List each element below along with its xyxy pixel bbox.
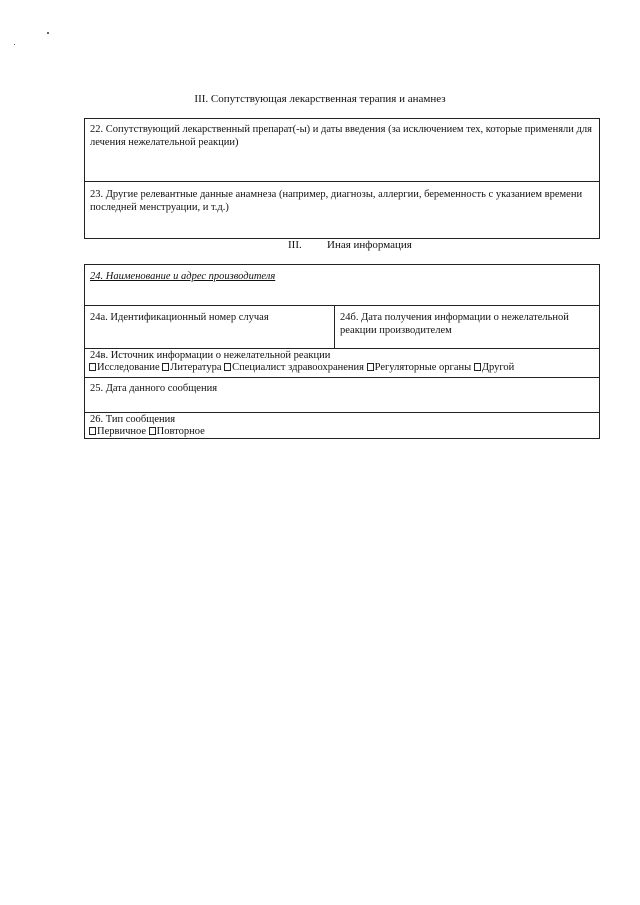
- field-26-report-type: [84, 412, 600, 439]
- field-24b-label: 24б. Дата получения информации о нежелательной реакции производителем: [340, 312, 569, 336]
- field-26-options: [89, 426, 593, 439]
- checkbox-icon[interactable]: [224, 363, 231, 371]
- field-25-label: 25. Дата данного сообщения: [90, 383, 218, 394]
- source-option-healthcare-professional[interactable]: Специалист здравоохранения: [224, 362, 364, 373]
- source-option-other[interactable]: Другой: [474, 362, 514, 373]
- field-24v-label: 24в. Источник информации о нежелательной реакции: [90, 350, 331, 361]
- source-option-research[interactable]: Исследование: [89, 362, 160, 373]
- source-option-regulatory[interactable]: Регуляторные органы: [367, 362, 472, 373]
- field-24a-label: 24а. Идентификационный номер случая: [90, 312, 269, 323]
- field-24v-info-source: [84, 348, 600, 378]
- field-23-label: 23. Другие релевантные данные анамнеза (например, диагнозы, аллергии, беременность с указанием времени последней менструации, и т.д.): [90, 189, 583, 213]
- field-24v-options: [89, 362, 593, 375]
- scan-speck: [14, 44, 15, 45]
- field-24a-case-id[interactable]: [84, 305, 335, 349]
- report-type-initial[interactable]: Первичное: [89, 426, 146, 437]
- checkbox-icon[interactable]: [474, 363, 481, 371]
- field-24b-receipt-date[interactable]: [334, 305, 600, 349]
- checkbox-icon[interactable]: [367, 363, 374, 371]
- checkbox-icon[interactable]: [149, 427, 156, 435]
- section-3-title: III. Сопутствующая лекарственная терапия и анамнез: [194, 93, 446, 105]
- checkbox-icon[interactable]: [162, 363, 169, 371]
- field-26-label: 26. Тип сообщения: [90, 414, 176, 425]
- source-option-literature[interactable]: Литература: [162, 362, 221, 373]
- other-info-number: III.: [288, 239, 302, 251]
- report-type-followup[interactable]: Повторное: [149, 426, 205, 437]
- checkbox-icon[interactable]: [89, 363, 96, 371]
- checkbox-icon[interactable]: [89, 427, 96, 435]
- scan-speck: [47, 32, 49, 34]
- field-23-relevant-history[interactable]: [84, 181, 600, 239]
- field-24-label: 24. Наименование и адрес производителя: [90, 271, 276, 282]
- field-25-report-date[interactable]: [84, 377, 600, 413]
- field-24-manufacturer[interactable]: [84, 264, 600, 306]
- field-22-concomitant-drugs[interactable]: [84, 118, 600, 182]
- other-info-title: Иная информация: [327, 239, 412, 251]
- field-22-label: 22. Сопутствующий лекарственный препарат(-ы) и даты введения (за исключением тех, которые применяли для лечения нежелательной реакции): [90, 124, 592, 148]
